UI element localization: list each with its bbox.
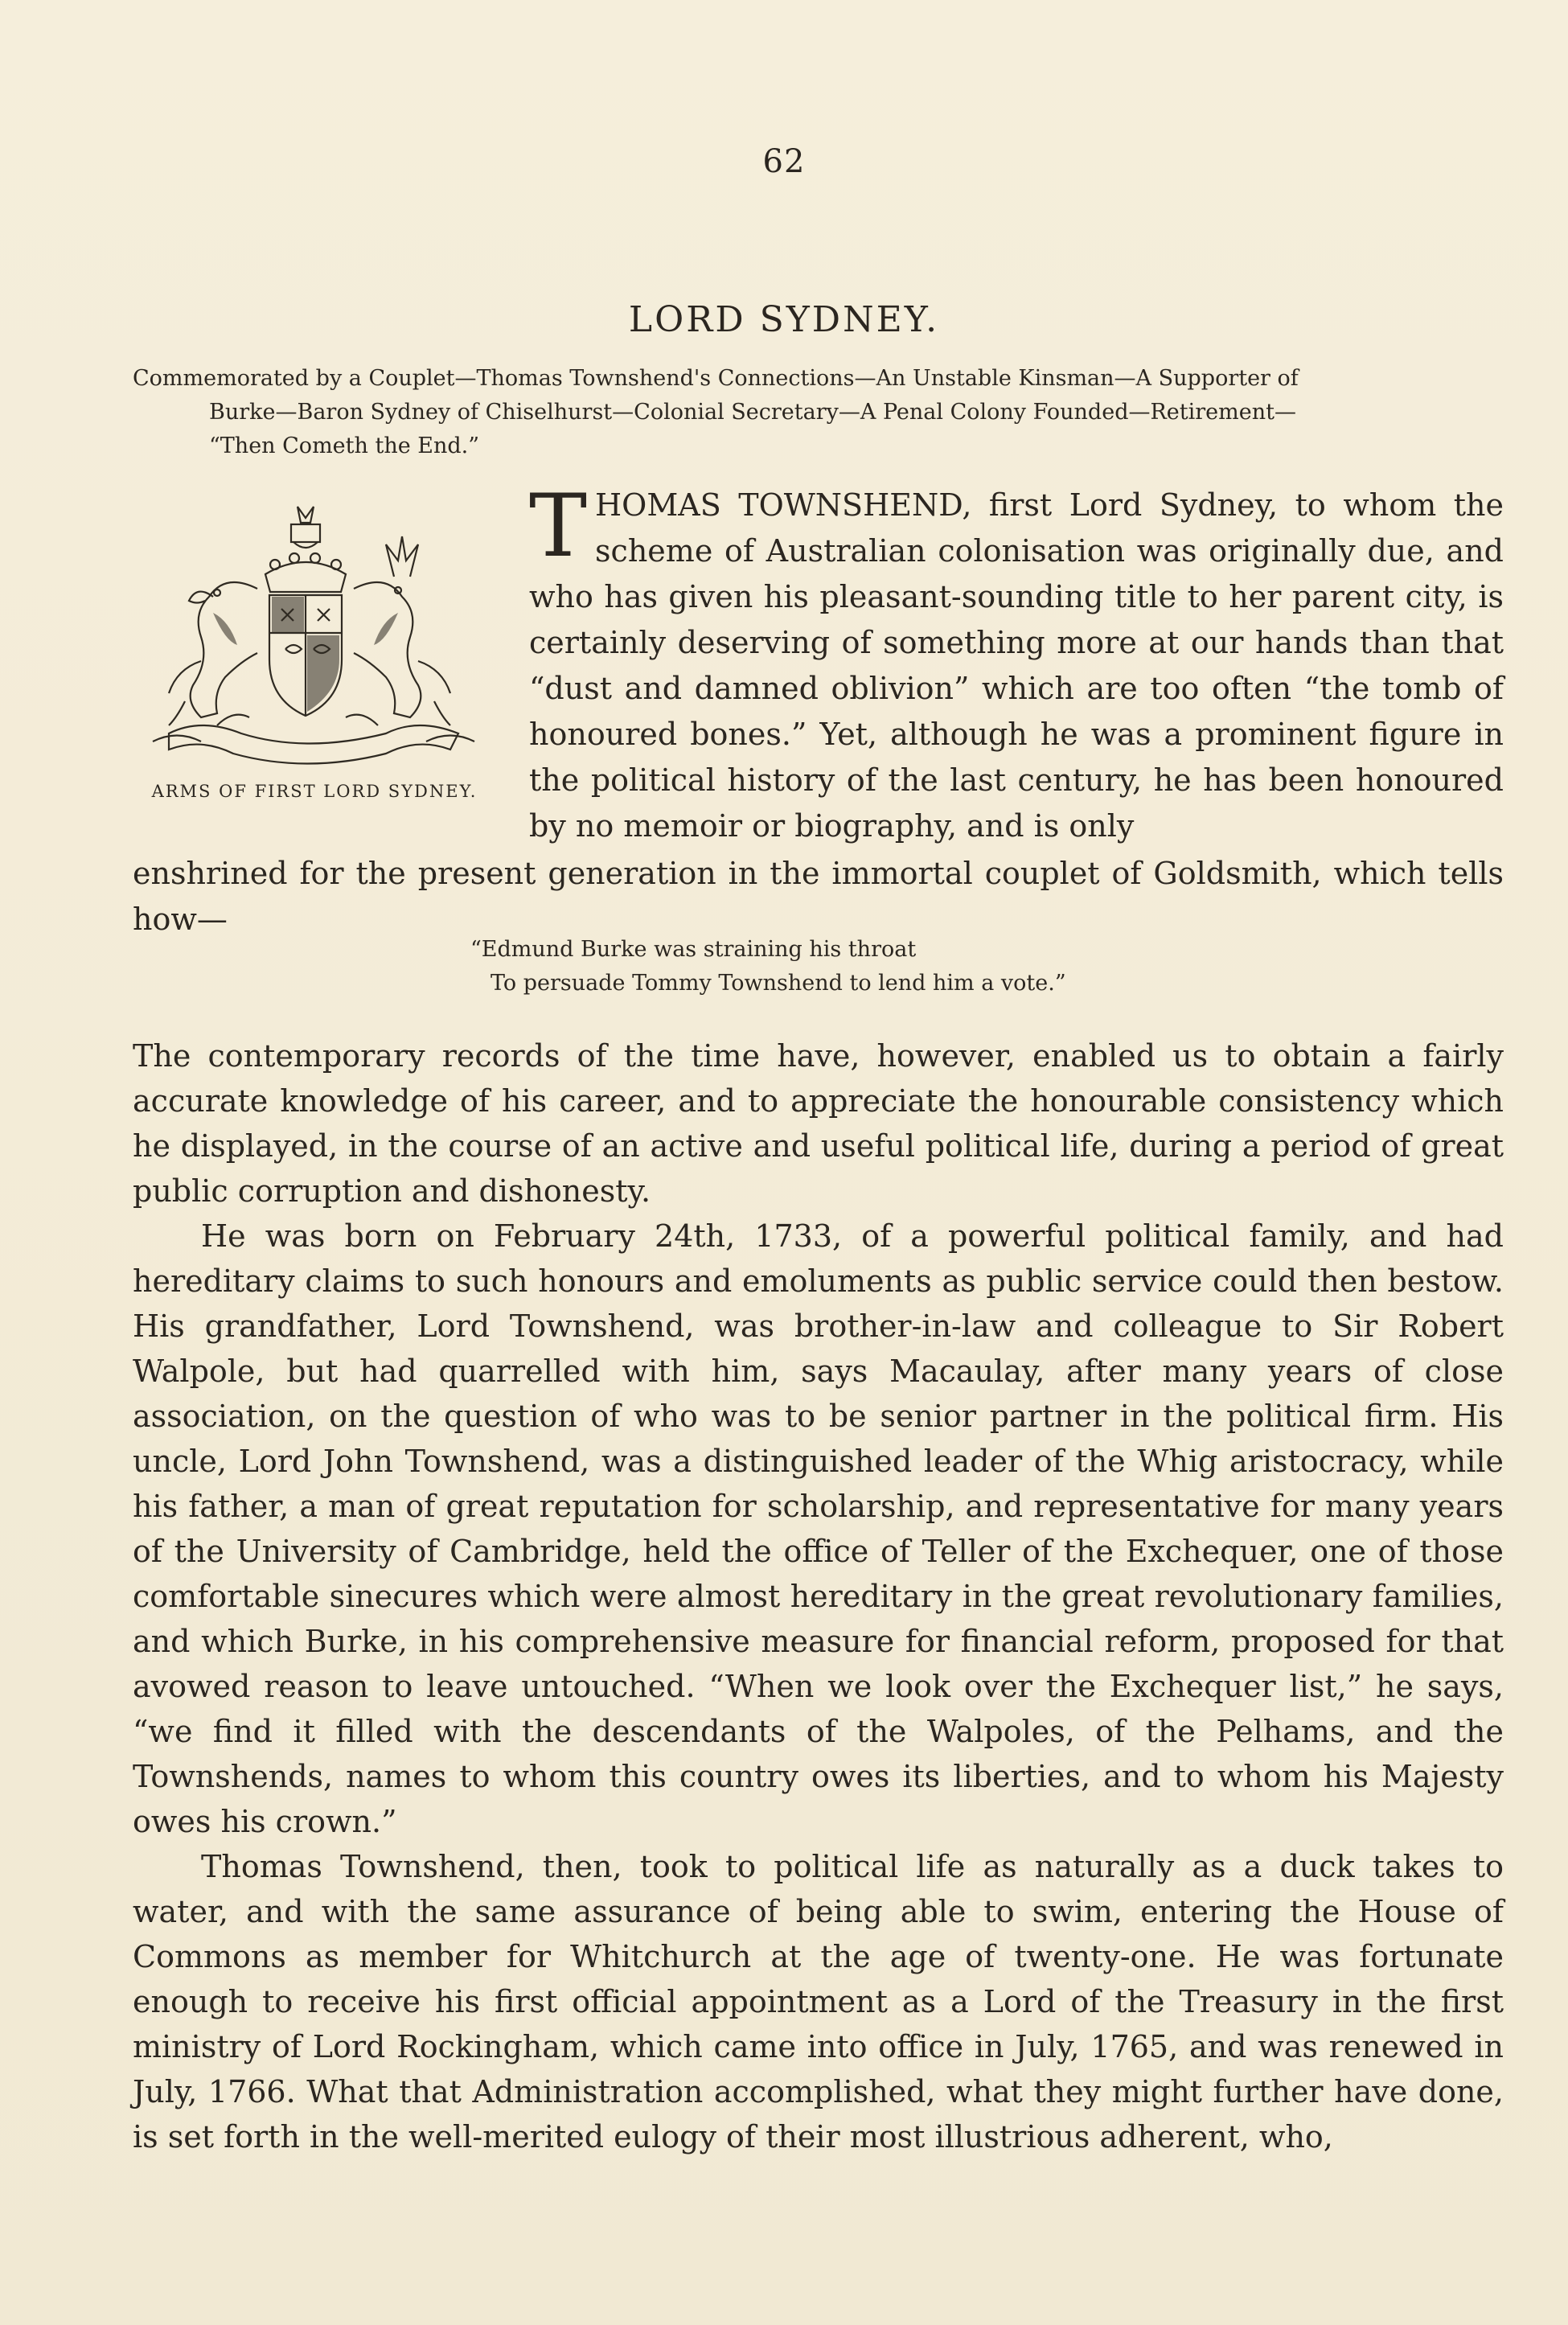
quote-line-2: To persuade Tommy Townshend to lend him a vote.”	[491, 971, 1066, 996]
page-number: 62	[762, 143, 806, 180]
summary-line-1: Commemorated by a Couplet—Thomas Townshend's Connections—An Unstable Kinsman—A Supporter of	[133, 366, 1299, 391]
chapter-title: LORD SYDNEY.	[628, 299, 940, 340]
summary-line-3: “Then Cometh the End.”	[209, 433, 480, 458]
intro-continuation: enshrined for the present generation in the immortal couplet of Goldsmith, which tells how—	[133, 856, 1504, 937]
paragraph: Thomas Townshend, then, took to political life as naturally as a duck takes to water, and with the same assurance of being able to swim, entering the House of Commons as member for Whitchurch at the age of twenty-one. He was fortunate enough to receive his first official appointment as a Lord of the Treasury in the first ministry of Lord Rockingham, which came into office in July, 1765, and was renewed in July, 1766. What that Administration accomplished, what they might further have done, is set forth in the well-merited eulogy of their most illustrious adherent, who,	[133, 1849, 1504, 2155]
goldsmith-couplet	[470, 933, 1194, 1000]
quote-line-1: “Edmund Burke was straining his throat	[470, 937, 917, 962]
summary-line-2: Burke—Baron Sydney of Chiselhurst—Colonial Secretary—A Penal Colony Founded—Retirement—	[209, 400, 1296, 425]
illustration-caption: ARMS OF FIRST LORD SYDNEY.	[151, 782, 478, 801]
intro-paragraph	[529, 476, 1504, 849]
drop-cap: T	[529, 476, 588, 577]
chapter-summary	[133, 362, 1506, 463]
coat-of-arms-icon	[137, 500, 491, 766]
paragraph: He was born on February 24th, 1733, of a powerful political family, and had hereditary claims to such honours and emoluments as public service could then bestow. His grandfather, Lord Townshend, was brother-in-law and colleague to Sir Robert Walpole, but had quarrelled with him, says Macaulay, after many years of close association, on the question of who was to be senior partner in the political firm. His uncle, Lord John Townshend, was a distinguished leader of the Whig aristocracy, while his father, a man of great reputation for scholarship, and representative for many years of the University of Cambridge, held the office of Teller of the Exchequer, one of those comfortable sinecures which were almost hereditary in the great revolutionary families, and which Burke, in his comprehensive measure for financial reform, proposed for that avowed reason to leave untouched. “When we look over the Exchequer list,” he says, “we find it filled with the descendants of the Walpoles, of the Pelhams, and the Townshends, names to whom this country owes its liberties, and to whom his Majesty owes his crown.”	[133, 1218, 1504, 1839]
paragraph: The contemporary records of the time have, however, enabled us to obtain a fairly accurate knowledge of his career, and to appreciate the honourable consistency which he displayed, in the course of an active and useful political life, during a period of great public corruption and dishonesty.	[133, 1038, 1504, 1209]
intro-text: HOMAS TOWNSHEND, first Lord Sydney, to whom the scheme of Australian colonisation was originally due, and who has given his pleasant-sounding title to her parent city, is certainly deserving of something more at our hands than that “dust and damned oblivion” which are too often “the tomb of honoured bones.” Yet, although he was a prominent figure in the political history of the last century, he has been honoured by no memoir or biography, and is only	[529, 487, 1504, 844]
body-text	[133, 1033, 1504, 2159]
